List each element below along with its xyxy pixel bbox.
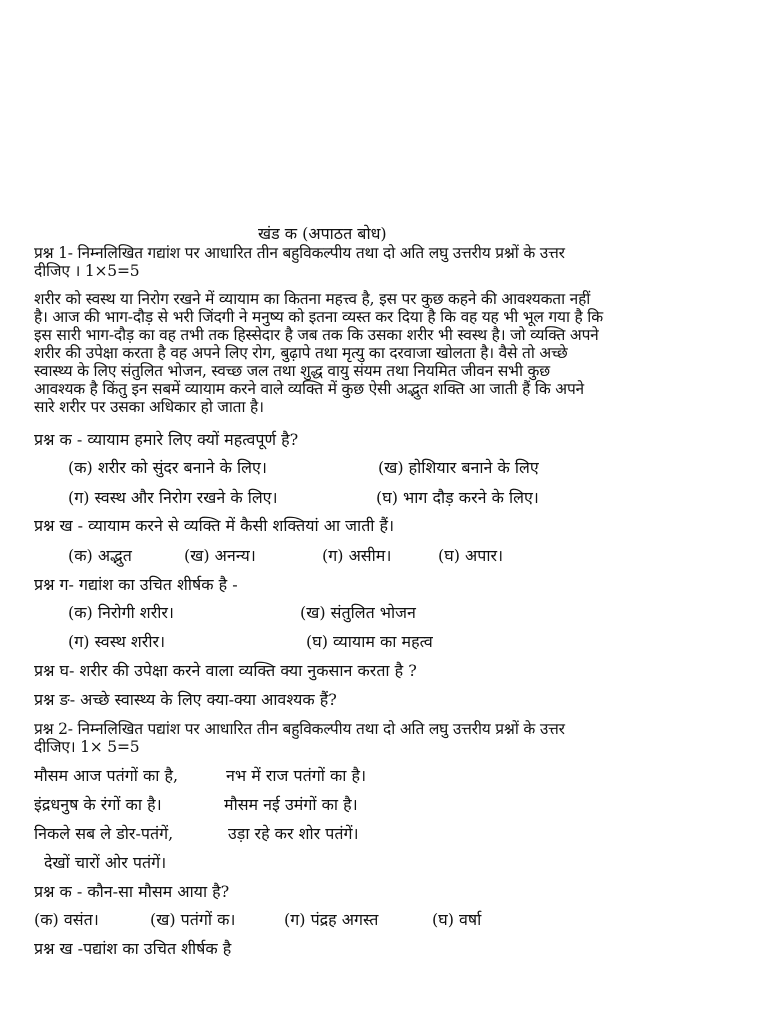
q1-question-nga: प्रश्न ङ- अच्छे स्वास्थ्य के लिए क्या-क्या आवश्यक हैं? [34,690,337,709]
poem-last-line: देखों चारों ओर पतंगें। [44,853,167,872]
passage-line: शरीर को स्वस्थ या निरोग रखने में व्यायाम का कितना महत्त्व है, इस पर कुछ कहने की आवश्यकता नहीं [34,290,591,308]
poem-line-left: इंद्रधनुष के रंगों का है। [34,795,162,814]
passage-line: स्वास्थ्य के लिए संतुलित भोजन, स्वच्छ जल तथा शुद्ध वायु संयम तथा नियमित जीवन सभी कुछ [34,362,550,380]
q2-heading-line2: दीजिए। 1× 5=5 [34,738,140,756]
q1-ka-option-c: (ग) स्वस्थ और निरोग रखने के लिए। [68,488,278,507]
section-title: खंड क (अपाठत बोध) [258,224,387,243]
q1-kha-option-c: (ग) असीम। [322,546,392,565]
q1-question-kha: प्रश्न ख - व्यायाम करने से व्यक्ति में कैसी शक्तियां आ जाती हैं। [34,516,395,535]
q2-ka-option-b: (ख) पतंगों क। [150,910,236,929]
passage-line: इस सारी भाग-दौड़ का वह तभी तक हिस्सेदार है जब तक कि उसका शरीर भी स्वस्थ है। जो व्यक्ति अपने [34,326,599,344]
passage-line: शरीर की उपेक्षा करता है वह अपने लिए रोग, बुढ़ापे तथा मृत्यु का दरवाजा खोलता है। वैसे तो अच्छे [34,344,568,362]
q1-question-ka: प्रश्न क - व्यायाम हमारे लिए क्यों महत्वपूर्ण है? [34,430,299,449]
passage-line: है। आज की भाग-दौड़ से भरी जिंदगी ने मनुष्य को इतना व्यस्त कर दिया है कि वह यह भी भूल गया है कि [34,308,603,326]
q1-heading-line2: दीजिए । 1×5=5 [34,262,140,280]
q2-ka-option-a: (क) वसंत। [34,910,99,929]
q1-ga-option-b: (ख) संतुलित भोजन [300,603,416,622]
poem-line-left: निकले सब ले डोर-पतंगें, [34,824,174,843]
poem-line-right: उड़ा रहे कर शोर पतंगें। [228,824,359,843]
q1-ka-option-d: (घ) भाग दौड़ करने के लिए। [376,488,539,507]
q2-heading-line1: प्रश्न 2- निम्नलिखित पद्यांश पर आधारित तीन बहुविकल्पीय तथा दो अति लघु उत्तरीय प्रश्नों के उत्तर [34,720,565,738]
q1-question-gha: प्रश्न घ- शरीर की उपेक्षा करने वाला व्यक्ति क्या नुकसान करता है ? [34,661,417,680]
q1-ga-option-c: (ग) स्वस्थ शरीर। [68,632,166,651]
q1-kha-option-a: (क) अद्भुत [68,546,132,565]
passage-line: सारे शरीर पर उसका अधिकार हो जाता है। [34,398,264,416]
q2-question-kha: प्रश्न ख -पद्यांश का उचित शीर्षक है [34,939,232,958]
q1-ka-option-b: (ख) होशियार बनाने के लिए [378,458,539,477]
q1-ga-option-a: (क) निरोगी शरीर। [68,603,174,622]
q2-ka-option-d: (घ) वर्षा [432,910,482,929]
q2-ka-option-c: (ग) पंद्रह अगस्त [284,910,379,929]
poem-line-right: मौसम नई उमंगों का है। [224,795,358,814]
passage-line: आवश्यक है किंतु इन सबमें व्यायाम करने वाले व्यक्ति में कुछ ऐसी अद्भुत शक्ति आ जाती हैं कि अपने [34,380,584,398]
poem-line-right: नभ में राज पतंगों का है। [226,766,367,785]
q1-question-ga: प्रश्न ग- गद्यांश का उचित शीर्षक है - [34,575,238,594]
q1-kha-option-b: (ख) अनन्य। [184,546,256,565]
q1-heading-line1: प्रश्न 1- निम्नलिखित गद्यांश पर आधारित तीन बहुविकल्पीय तथा दो अति लघु उत्तरीय प्रश्नों के उत्तर [34,244,565,262]
q1-ga-option-d: (घ) व्यायाम का महत्व [306,632,433,651]
poem-line-left: मौसम आज पतंगों का है, [34,766,179,785]
q1-ka-option-a: (क) शरीर को सुंदर बनाने के लिए। [68,458,267,477]
q1-kha-option-d: (घ) अपार। [438,546,504,565]
q2-question-ka: प्रश्न क - कौन-सा मौसम आया है? [34,882,230,901]
